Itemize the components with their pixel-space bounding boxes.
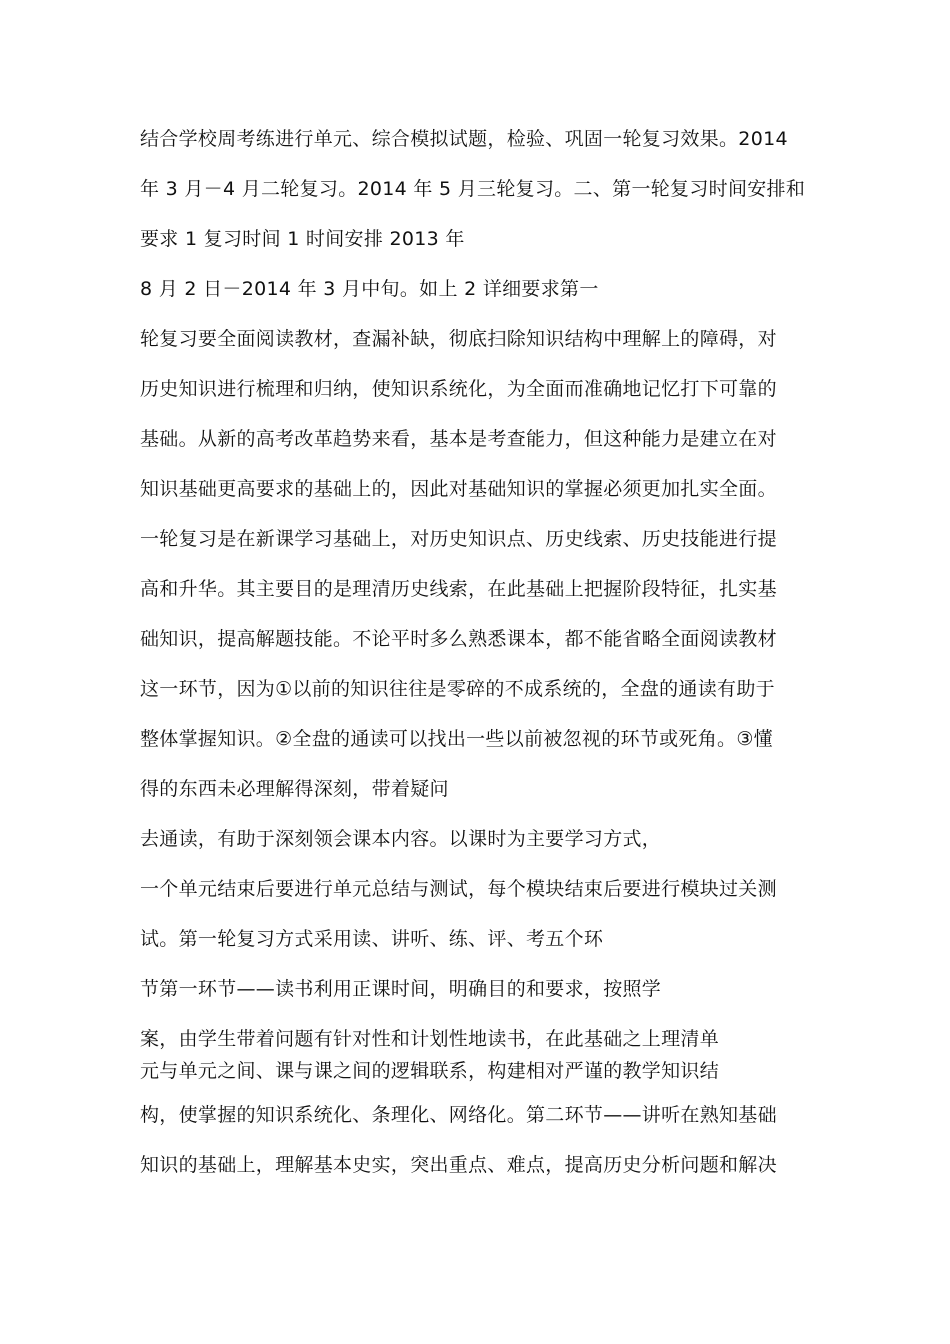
text-line: 基础。从新的高考改革趋势来看，基本是考查能力，但这种能力是建立在对 <box>140 428 777 450</box>
text-line: 构，使掌握的知识系统化、条理化、网络化。第二环节——讲听在熟知基础 <box>140 1104 777 1126</box>
text-line: 试。第一轮复习方式采用读、讲听、练、评、考五个环 <box>140 928 604 950</box>
text-line: 一个单元结束后要进行单元总结与测试，每个模块结束后要进行模块过关测 <box>140 878 777 900</box>
text-line: 案，由学生带着问题有针对性和计划性地读书，在此基础之上理清单 <box>140 1028 720 1050</box>
text-line: 整体掌握知识。②全盘的通读可以找出一些以前被忽视的环节或死角。③懂 <box>140 728 773 750</box>
text-line: 历史知识进行梳理和归纳，使知识系统化，为全面而准确地记忆打下可靠的 <box>140 378 777 400</box>
text-line: 得的东西未必理解得深刻，带着疑问 <box>140 778 449 800</box>
text-line: 知识的基础上，理解基本史实，突出重点、难点，提高历史分析问题和解决 <box>140 1154 777 1176</box>
text-line: 一轮复习是在新课学习基础上，对历史知识点、历史线索、历史技能进行提 <box>140 528 777 550</box>
text-line: 8 月 2 日－2014 年 3 月中旬。如上 2 详细要求第一 <box>140 278 599 300</box>
text-line: 轮复习要全面阅读教材，查漏补缺，彻底扫除知识结构中理解上的障碍，对 <box>140 328 777 350</box>
text-line: 知识基础更高要求的基础上的，因此对基础知识的掌握必须更加扎实全面。 <box>140 478 777 500</box>
text-line: 元与单元之间、课与课之间的逻辑联系，构建相对严谨的教学知识结 <box>140 1060 720 1082</box>
text-line: 节第一环节——读书利用正课时间，明确目的和要求，按照学 <box>140 978 662 1000</box>
text-line: 这一环节，因为①以前的知识往往是零碎的不成系统的，全盘的通读有助于 <box>140 678 775 700</box>
text-line: 础知识，提高解题技能。不论平时多么熟悉课本，都不能省略全面阅读教材 <box>140 628 777 650</box>
text-line: 去通读，有助于深刻领会课本内容。以课时为主要学习方式， <box>140 828 662 850</box>
text-line: 高和升华。其主要目的是理清历史线索，在此基础上把握阶段特征，扎实基 <box>140 578 777 600</box>
text-line: 要求 1 复习时间 1 时间安排 2013 年 <box>140 228 465 250</box>
text-line: 结合学校周考练进行单元、综合模拟试题，检验、巩固一轮复习效果。2014 <box>140 128 788 150</box>
text-line: 年 3 月－4 月二轮复习。2014 年 5 月三轮复习。二、第一轮复习时间安排和 <box>140 178 806 200</box>
